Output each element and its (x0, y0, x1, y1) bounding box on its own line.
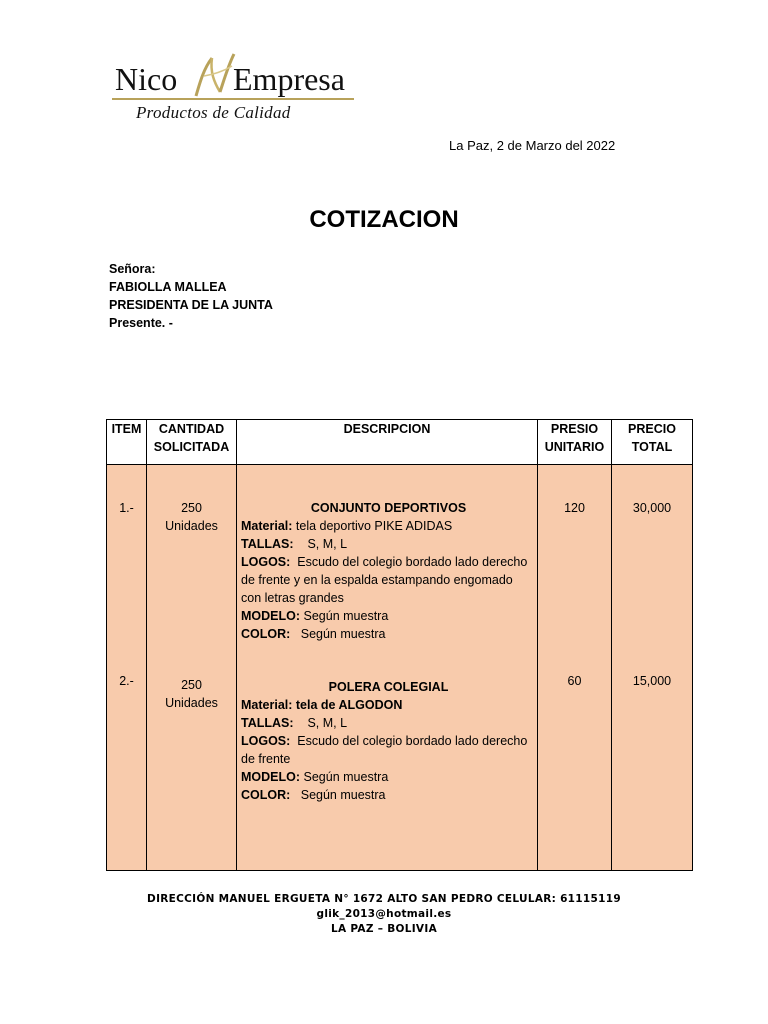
footer-email: glik_2013@hotmail.es (316, 908, 452, 920)
total-price: 30,000 (632, 501, 672, 515)
total-price: 15,000 (632, 674, 672, 688)
logo-name-left: Nico (115, 61, 178, 97)
header-cantidad: CANTIDAD SOLICITADA (147, 420, 237, 465)
quantity-value: 250 (181, 501, 202, 515)
item-column (107, 465, 147, 871)
total-price-column (612, 465, 693, 871)
product-title: POLERA COLEGIAL (328, 680, 449, 694)
quantity-value: 250 (181, 678, 202, 692)
quantity-unit: Unidades (165, 696, 218, 710)
unit-price: 60 (567, 674, 582, 688)
page-title: COTIZACION (309, 206, 459, 233)
quotation-table (106, 419, 693, 871)
unit-price-column (538, 465, 612, 871)
document-date: La Paz, 2 de Marzo del 2022 (449, 138, 616, 153)
header-precio-unitario: PRESIO UNITARIO (538, 420, 612, 465)
recipient-closing: Presente. - (109, 316, 173, 330)
description-column (237, 465, 538, 871)
item-number: 1.- (119, 501, 134, 515)
footer-address: DIRECCIÓN MANUEL ERGUETA N° 1672 ALTO SAN PEDRO CELULAR: 61115119 (147, 893, 621, 905)
footer-contact (0, 892, 768, 937)
quantity-column (147, 465, 237, 871)
item-number: 2.- (119, 674, 134, 688)
table-header-row (107, 420, 693, 465)
recipient-name: FABIOLLA MALLEA (109, 280, 227, 294)
footer-city: LA PAZ – BOLIVIA (331, 923, 437, 935)
logo-tagline: Productos de Calidad (136, 103, 291, 122)
table-body-row (107, 465, 693, 871)
header-precio-total: PRECIO TOTAL (612, 420, 693, 465)
company-logo (112, 52, 362, 132)
recipient-block (109, 260, 273, 332)
recipient-salutation: Señora: (109, 262, 156, 276)
logo-underline (112, 98, 354, 100)
quantity-unit: Unidades (165, 519, 218, 533)
list-item: POLERA COLEGIAL Material: tela de ALGODON TALLAS: S, M, L LOGOS: Escudo del colegio bordado lado derecho de frente MODELO: Según muestra COLOR: Según muestra (241, 678, 536, 804)
header-item: ITEM (107, 420, 147, 465)
unit-price: 120 (564, 501, 585, 515)
header-descripcion: DESCRIPCION (237, 420, 538, 465)
product-title: CONJUNTO DEPORTIVOS (310, 501, 467, 515)
logo-name-right: Empresa (233, 61, 345, 97)
list-item: CONJUNTO DEPORTIVOS Material: tela deportivo PIKE ADIDAS TALLAS: S, M, L LOGOS: Escudo del colegio bordado lado derecho de frente y en la espalda estampando engomado con letras grandes MODELO: Según muestra COLOR: Según muestra (241, 499, 536, 643)
recipient-role: PRESIDENTA DE LA JUNTA (109, 298, 273, 312)
logo-monogram-icon (190, 52, 236, 100)
